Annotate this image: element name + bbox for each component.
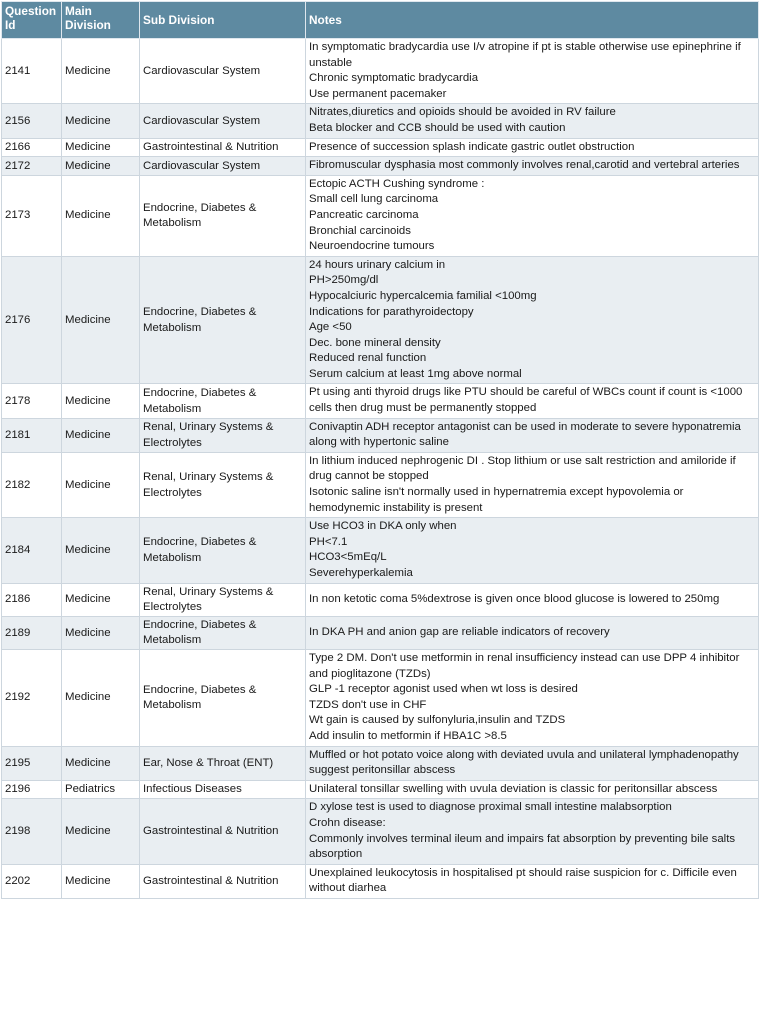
- cell-sub-division: Gastrointestinal & Nutrition: [140, 138, 306, 157]
- cell-sub-division: Cardiovascular System: [140, 157, 306, 176]
- note-line: 24 hours urinary calcium in: [309, 258, 446, 271]
- cell-main-division: Pediatrics: [62, 780, 140, 799]
- table-row: [2, 864, 759, 898]
- table-row: [2, 452, 759, 517]
- table-row: [2, 746, 759, 780]
- note-line: Age <50: [309, 321, 352, 334]
- cell-question-id: 2184: [2, 518, 62, 583]
- cell-main-division: Medicine: [62, 157, 140, 176]
- cell-main-division: Medicine: [62, 418, 140, 452]
- cell-sub-division: Endocrine, Diabetes & Metabolism: [140, 384, 306, 418]
- cell-sub-division: Endocrine, Diabetes & Metabolism: [140, 175, 306, 256]
- header-notes: Notes: [306, 2, 759, 39]
- note-line: Nitrates,diuretics and opioids should be avoided in RV failure: [309, 106, 616, 119]
- cell-main-division: Medicine: [62, 799, 140, 864]
- table-row: [2, 175, 759, 256]
- cell-sub-division: Ear, Nose & Throat (ENT): [140, 746, 306, 780]
- note-line: Hypocalciuric hypercalcemia familial <100mg: [309, 289, 537, 302]
- note-line: D xylose test is used to diagnose proximal small intestine malabsorption: [309, 801, 672, 814]
- cell-notes: [306, 452, 759, 517]
- table-row: [2, 518, 759, 583]
- cell-question-id: 2178: [2, 384, 62, 418]
- cell-notes: [306, 384, 759, 418]
- note-line: Bronchial carcinoids: [309, 224, 411, 237]
- table-row: [2, 418, 759, 452]
- table-row: [2, 583, 759, 616]
- table-row: [2, 157, 759, 176]
- cell-question-id: 2166: [2, 138, 62, 157]
- note-line: Wt gain is caused by sulfonyluria,insulin and TZDS: [309, 714, 566, 727]
- note-line: In non ketotic coma 5%dextrose is given once blood glucose is lowered to 250mg: [309, 592, 720, 605]
- cell-question-id: 2141: [2, 39, 62, 104]
- cell-notes: [306, 864, 759, 898]
- cell-sub-division: Gastrointestinal & Nutrition: [140, 864, 306, 898]
- cell-question-id: 2198: [2, 799, 62, 864]
- note-line: Severehyperkalemia: [309, 567, 413, 579]
- cell-main-division: Medicine: [62, 518, 140, 583]
- table-row: [2, 616, 759, 649]
- note-line: Isotonic saline isn't normally used in hypernatremia except hypovolemia or hemodynemic instability is present: [309, 486, 684, 514]
- note-line: Commonly involves terminal ileum and impairs fat absorption by preventing bile salts absorption: [309, 832, 736, 861]
- cell-sub-division: Infectious Diseases: [140, 780, 306, 799]
- cell-sub-division: Cardiovascular System: [140, 104, 306, 138]
- cell-notes: [306, 583, 759, 616]
- cell-question-id: 2181: [2, 418, 62, 452]
- cell-notes: [306, 518, 759, 583]
- cell-notes: [306, 799, 759, 864]
- cell-sub-division: Endocrine, Diabetes & Metabolism: [140, 616, 306, 649]
- cell-main-division: Medicine: [62, 864, 140, 898]
- table-body: [2, 39, 759, 899]
- note-line: Presence of succession splash indicate gastric outlet obstruction: [309, 140, 635, 153]
- cell-notes: [306, 418, 759, 452]
- cell-question-id: 2186: [2, 583, 62, 616]
- note-line: GLP -1 receptor agonist used when wt loss is desired: [309, 683, 578, 696]
- note-line: Pancreatic carcinoma: [309, 208, 419, 221]
- cell-main-division: Medicine: [62, 256, 140, 384]
- table-row: [2, 39, 759, 104]
- table-row: [2, 138, 759, 157]
- note-line: Add insulin to metformin if HBA1C >8.5: [309, 729, 507, 742]
- cell-notes: [306, 616, 759, 649]
- note-line: Fibromuscular dysphasia most commonly involves renal,carotid and vertebral arteries: [309, 159, 740, 172]
- note-line: Neuroendocrine tumours: [309, 240, 435, 253]
- note-line: Ectopic ACTH Cushing syndrome :: [309, 177, 485, 190]
- cell-question-id: 2196: [2, 780, 62, 799]
- note-line: Beta blocker and CCB should be used with caution: [309, 121, 566, 134]
- note-line: Chronic symptomatic bradycardia: [309, 72, 479, 85]
- cell-question-id: 2173: [2, 175, 62, 256]
- cell-main-division: Medicine: [62, 746, 140, 780]
- cell-main-division: Medicine: [62, 649, 140, 746]
- cell-question-id: 2172: [2, 157, 62, 176]
- note-line: In DKA PH and anion gap are reliable indicators of recovery: [309, 626, 610, 639]
- note-line: Conivaptin ADH receptor antagonist can be used in moderate to severe hyponatremia along with hypertonic saline: [309, 420, 741, 449]
- cell-notes: [306, 39, 759, 104]
- note-line: In lithium induced nephrogenic DI . Stop lithium or use salt restriction and amiloride if drug cannot be stopped: [309, 454, 736, 483]
- table-row: [2, 256, 759, 384]
- note-line: PH>250mg/dl: [309, 274, 379, 287]
- cell-notes: [306, 780, 759, 799]
- cell-notes: [306, 157, 759, 176]
- table-row: [2, 649, 759, 746]
- cell-main-division: Medicine: [62, 583, 140, 616]
- note-line: Serum calcium at least 1mg above normal: [309, 367, 522, 380]
- cell-main-division: Medicine: [62, 39, 140, 104]
- cell-question-id: 2202: [2, 864, 62, 898]
- cell-sub-division: Endocrine, Diabetes & Metabolism: [140, 256, 306, 384]
- cell-sub-division: Endocrine, Diabetes & Metabolism: [140, 518, 306, 583]
- cell-main-division: Medicine: [62, 452, 140, 517]
- notes-table-container: [1, 1, 758, 899]
- cell-sub-division: Gastrointestinal & Nutrition: [140, 799, 306, 864]
- note-line: PH<7.1: [309, 535, 348, 548]
- note-line: Use permanent pacemaker: [309, 87, 447, 100]
- cell-sub-division: Renal, Urinary Systems & Electrolytes: [140, 583, 306, 616]
- cell-question-id: 2192: [2, 649, 62, 746]
- table-row: [2, 104, 759, 138]
- header-row: [2, 2, 759, 39]
- cell-sub-division: Endocrine, Diabetes & Metabolism: [140, 649, 306, 746]
- note-line: Small cell lung carcinoma: [309, 193, 439, 206]
- header-main-division: Main Division: [62, 2, 140, 39]
- cell-main-division: Medicine: [62, 138, 140, 157]
- table-header: [2, 2, 759, 39]
- note-line: Reduced renal function: [309, 352, 427, 365]
- note-line: Type 2 DM. Don't use metformin in renal insufficiency instead can use DPP 4 inhibitor and pioglitazone (TZDs): [309, 651, 740, 680]
- table-row: [2, 384, 759, 418]
- cell-question-id: 2156: [2, 104, 62, 138]
- cell-sub-division: Renal, Urinary Systems & Electrolytes: [140, 452, 306, 517]
- notes-table: [1, 1, 759, 899]
- note-line: Unilateral tonsillar swelling with uvula deviation is classic for peritonsillar abscess: [309, 782, 718, 795]
- note-line: Unexplained leukocytosis in hospitalised pt should raise suspicion for c. Difficile even without diarhea: [309, 866, 737, 895]
- table-row: [2, 799, 759, 864]
- header-question-id: Question Id: [2, 2, 62, 39]
- cell-question-id: 2195: [2, 746, 62, 780]
- cell-sub-division: Cardiovascular System: [140, 39, 306, 104]
- cell-notes: [306, 175, 759, 256]
- cell-notes: [306, 256, 759, 384]
- note-line: Indications for parathyroidectopy: [309, 305, 474, 318]
- note-line: Crohn disease:: [309, 816, 386, 829]
- note-line: HCO3<5mEq/L: [309, 551, 387, 564]
- note-line: Use HCO3 in DKA only when: [309, 520, 457, 533]
- cell-main-division: Medicine: [62, 104, 140, 138]
- cell-question-id: 2176: [2, 256, 62, 384]
- note-line: In symptomatic bradycardia use I/v atropine if pt is stable otherwise use epinephrine if unstable: [309, 41, 741, 69]
- table-row: [2, 780, 759, 799]
- cell-main-division: Medicine: [62, 384, 140, 418]
- note-line: Pt using anti thyroid drugs like PTU should be careful of WBCs count if count is <1000 cells then drug must be permanently stopped: [309, 386, 743, 415]
- note-line: Muffled or hot potato voice along with deviated uvula and unilateral lymphadenopathy suggest peritonsillar abscess: [309, 748, 739, 777]
- cell-notes: [306, 746, 759, 780]
- cell-notes: [306, 138, 759, 157]
- cell-main-division: Medicine: [62, 616, 140, 649]
- cell-question-id: 2189: [2, 616, 62, 649]
- note-line: Dec. bone mineral density: [309, 336, 441, 349]
- cell-question-id: 2182: [2, 452, 62, 517]
- cell-notes: [306, 104, 759, 138]
- note-line: TZDS don't use in CHF: [309, 698, 427, 711]
- cell-main-division: Medicine: [62, 175, 140, 256]
- cell-sub-division: Renal, Urinary Systems & Electrolytes: [140, 418, 306, 452]
- header-sub-division: Sub Division: [140, 2, 306, 39]
- cell-notes: [306, 649, 759, 746]
